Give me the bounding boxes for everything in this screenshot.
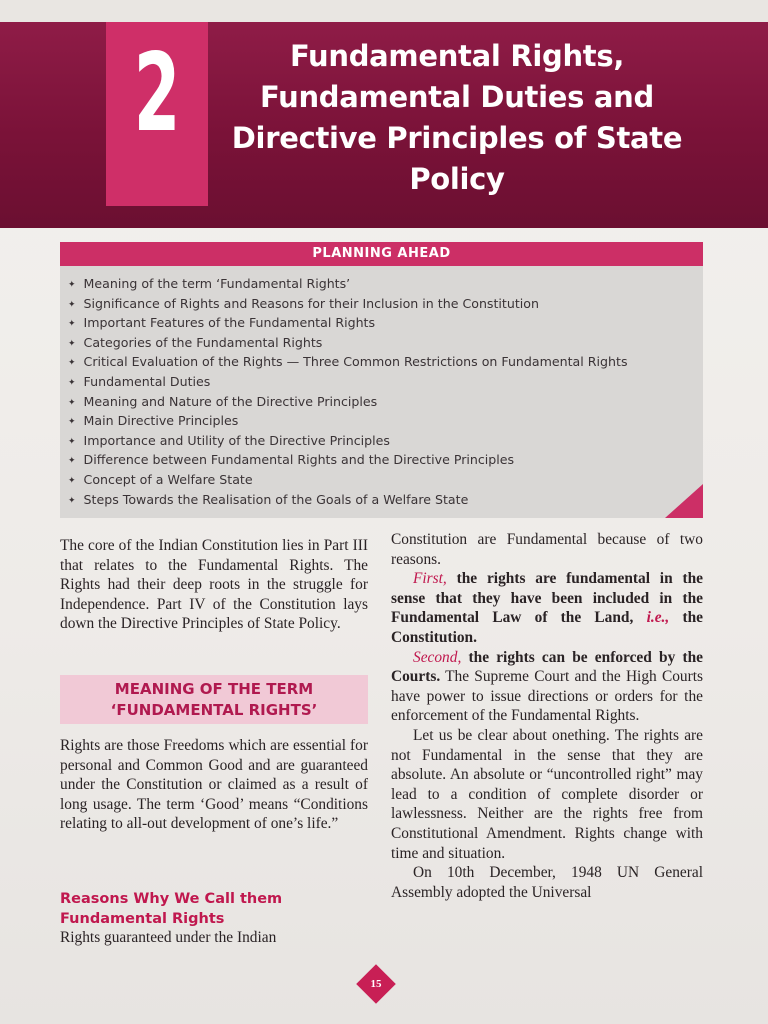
planning-list bbox=[68, 274, 628, 509]
second-reason-bold: the rights can be enforced by the Courts. bbox=[391, 648, 703, 686]
planning-item: ✦ Steps Towards the Realisation of the Goals of a Welfare State bbox=[68, 490, 628, 510]
chapter-title-line: Fundamental Duties and bbox=[260, 80, 654, 114]
planning-item: ✦ Meaning of the term ‘Fundamental Rights’ bbox=[68, 274, 628, 294]
chapter-number: 2 bbox=[133, 31, 181, 156]
first-label: First, bbox=[413, 570, 447, 588]
subheading bbox=[60, 889, 368, 929]
right-paragraph-3: Let us be clear about onething. The rights are not Fundamental in the sense that they are absolute. An absolute or “uncontrolled right” may lead to a condition of complete disorder or lawlessness. Neither are the rights free from Constitutional Amendment. Rights change with time and situation. bbox=[391, 726, 703, 862]
first-reason-end: the Constitution. bbox=[391, 609, 703, 646]
planning-corner-triangle bbox=[665, 484, 703, 518]
right-paragraph-4: On 10th December, 1948 UN General Assembly adopted the Universal bbox=[391, 864, 703, 901]
planning-ahead-heading: PLANNING AHEAD bbox=[60, 242, 703, 266]
section-heading-line: MEANING OF THE TERM bbox=[114, 680, 314, 698]
reasons-paragraph: Rights guaranteed under the Indian bbox=[60, 929, 277, 946]
first-reason-paragraph bbox=[391, 569, 703, 647]
planning-item: ✦ Significance of Rights and Reasons for their Inclusion in the Constitution bbox=[68, 294, 628, 314]
planning-item: ✦ Critical Evaluation of the Rights — Three Common Restrictions on Fundamental Rights bbox=[68, 352, 628, 372]
planning-item: ✦ Fundamental Duties bbox=[68, 372, 628, 392]
section-heading-line: ‘FUNDAMENTAL RIGHTS’ bbox=[110, 701, 318, 719]
section-heading-box bbox=[60, 675, 368, 724]
chapter-title-line: Policy bbox=[409, 162, 505, 196]
second-reason-paragraph bbox=[391, 648, 703, 726]
planning-item: ✦ Meaning and Nature of the Directive Principles bbox=[68, 392, 628, 412]
meaning-text-block bbox=[60, 736, 368, 834]
second-label: Second, bbox=[413, 648, 462, 666]
planning-item: ✦ Important Features of the Fundamental Rights bbox=[68, 313, 628, 333]
right-column bbox=[391, 530, 703, 902]
page-number: 15 bbox=[370, 978, 382, 990]
second-reason-rest: The Supreme Court and the High Courts have power to issue directions or orders for the enforcement of the Fundamental Rights. bbox=[391, 668, 703, 725]
planning-item: ✦ Main Directive Principles bbox=[68, 411, 628, 431]
page-top-margin bbox=[0, 0, 768, 22]
subheading-line: Reasons Why We Call them bbox=[60, 891, 283, 907]
intro-paragraph: The core of the Indian Constitution lies in Part III that relates to the Fundamental Rights. The Rights had their deep roots in the struggle for Independence. Part IV of the Constitution lays down the Directive Principles of State Policy. bbox=[60, 537, 368, 633]
chapter-title-line: Directive Principles of State bbox=[231, 121, 683, 155]
planning-ahead-box bbox=[60, 242, 703, 518]
chapter-title-line: Fundamental Rights, bbox=[289, 39, 625, 73]
planning-item: ✦ Difference between Fundamental Rights and the Directive Principles bbox=[68, 450, 628, 470]
first-ie: i.e., bbox=[646, 609, 670, 627]
planning-item: ✦ Categories of the Fundamental Rights bbox=[68, 333, 628, 353]
first-reason-text: the rights are fundamental in the sense that they have been included in the Fundamental Law of the Land, bbox=[391, 570, 703, 627]
left-column-intro bbox=[60, 536, 368, 634]
chapter-title bbox=[222, 36, 692, 200]
right-paragraph-1: Constitution are Fundamental because of two reasons. bbox=[391, 531, 703, 568]
planning-item: ✦ Concept of a Welfare State bbox=[68, 470, 628, 490]
meaning-paragraph: Rights are those Freedoms which are essential for personal and Common Good and are guaranteed under the Constitution or claimed as a result of long usage. The term ‘Good’ means “Conditions relating to all-out development of one’s life.” bbox=[60, 737, 368, 833]
planning-item: ✦ Importance and Utility of the Directive Principles bbox=[68, 431, 628, 451]
reasons-text-block bbox=[60, 928, 368, 948]
subheading-line: Fundamental Rights bbox=[60, 911, 225, 927]
